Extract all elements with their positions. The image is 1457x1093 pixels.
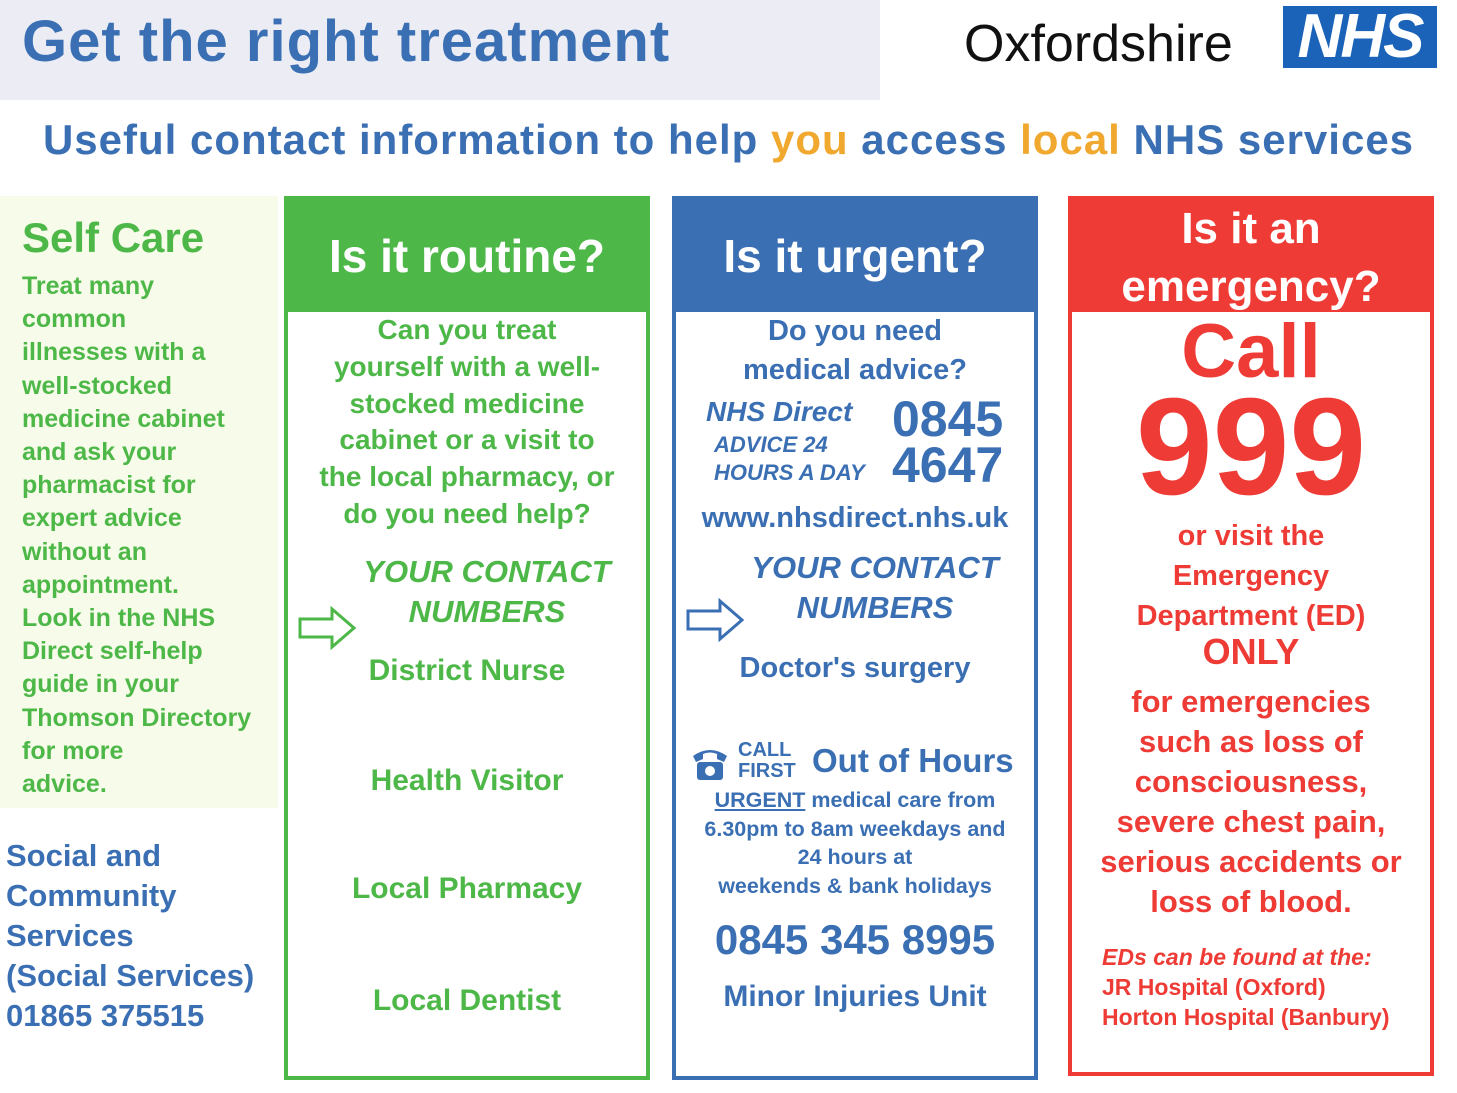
- self-care-title: Self Care: [22, 214, 205, 261]
- emergency-line: severe chest pain,: [1116, 804, 1386, 839]
- social-line: Social and: [6, 838, 162, 873]
- emergency-heading: [1072, 200, 1430, 312]
- routine-question-line: Can you treat: [377, 314, 557, 345]
- nhs-logo: NHS: [1283, 6, 1437, 68]
- self-care-line: Treat many: [22, 272, 155, 300]
- ooh-line1-rest: medical care from: [805, 788, 996, 812]
- urgent-column: [672, 196, 1038, 1080]
- routine-column: [284, 196, 650, 1080]
- routine-body: [292, 312, 642, 1072]
- contact-line: YOUR CONTACT: [751, 550, 999, 585]
- subtitle-part1: Useful contact information to help: [42, 116, 771, 163]
- nhs-direct-website[interactable]: www.nhsdirect.nhs.uk: [701, 502, 1009, 534]
- self-care-line: and ask your: [22, 438, 177, 467]
- self-care-line: without an: [22, 537, 147, 566]
- routine-question-line: yourself with a well-: [333, 350, 601, 382]
- subtitle-part3: NHS services: [1120, 116, 1415, 163]
- urgent-question-line: medical advice?: [742, 354, 968, 386]
- nhs-direct-sub2: HOURS A DAY: [714, 460, 865, 485]
- service-doctors-surgery: Doctor's surgery: [739, 652, 971, 684]
- self-care-line: expert advice: [22, 504, 182, 533]
- subtitle-highlight-local: local: [1020, 116, 1121, 163]
- emergency-line: or visit the: [1177, 520, 1325, 552]
- contact-line: YOUR CONTACT: [363, 554, 611, 589]
- emergency-line: Emergency: [1172, 560, 1330, 592]
- only-label: ONLY: [1202, 631, 1300, 672]
- urgent-question: [680, 312, 1030, 390]
- nhs-direct-sub1: ADVICE 24: [714, 432, 828, 457]
- nhs-direct-number-2: 4647: [892, 437, 1004, 493]
- urgent-body: [680, 312, 1030, 1072]
- nhs-direct-number-1: 0845: [892, 391, 1004, 447]
- social-line: (Social Services): [6, 958, 255, 993]
- ed-hospital: JR Hospital (Oxford): [1102, 974, 1326, 1000]
- subtitle: [0, 116, 1457, 164]
- urgent-contact-numbers: [720, 548, 1030, 628]
- service-district-nurse: District Nurse: [368, 654, 566, 687]
- self-care-line: pharmacist for: [22, 471, 196, 500]
- self-care-line: Direct self-help: [22, 637, 203, 666]
- emergency-heading-line: Is it an: [1181, 204, 1321, 253]
- ooh-line: weekends & bank holidays: [718, 873, 992, 898]
- service-local-dentist: Local Dentist: [372, 984, 562, 1017]
- social-line: Community: [6, 878, 177, 913]
- self-care-text: [22, 270, 284, 801]
- self-care-line: common: [22, 305, 127, 334]
- nhs-direct-label: NHS Direct: [706, 396, 853, 427]
- service-local-pharmacy: Local Pharmacy: [351, 872, 583, 905]
- arrow-right-icon: [686, 598, 746, 642]
- social-phone: 01865 375515: [6, 998, 205, 1033]
- page-title: Get the right treatment: [22, 9, 671, 74]
- ooh-urgent: URGENT: [714, 788, 806, 812]
- emergency-line: loss of blood.: [1150, 884, 1352, 919]
- ed-intro: EDs can be found at the:: [1102, 944, 1372, 970]
- call-first-line: CALL: [738, 739, 792, 761]
- routine-question-line: do you need help?: [343, 497, 591, 529]
- routine-heading: Is it routine?: [288, 200, 646, 312]
- emergency-column: [1068, 196, 1434, 1076]
- service-health-visitor: Health Visitor: [370, 764, 564, 797]
- emergency-line: for emergencies: [1131, 684, 1371, 719]
- call-first-label: [738, 740, 796, 782]
- routine-contact-numbers: [332, 552, 642, 632]
- routine-question-line: the local pharmacy, or: [319, 461, 615, 493]
- out-of-hours-text: [680, 786, 1030, 900]
- social-services: [6, 836, 286, 1036]
- out-of-hours-phone: 0845 345 8995: [714, 916, 996, 963]
- self-care-line: Look in the NHS: [22, 604, 216, 633]
- emergency-text-1: [1076, 516, 1426, 636]
- self-care-line: well-stocked: [22, 371, 173, 400]
- self-care-line: for more: [22, 736, 124, 765]
- ooh-line: 6.30pm to 8am weekdays and: [704, 816, 1006, 841]
- emergency-number: 999: [1135, 370, 1367, 524]
- arrow-right-icon: [298, 606, 358, 650]
- self-care-line: guide in your: [22, 670, 179, 699]
- self-care-line: Thomson Directory: [22, 703, 252, 732]
- emergency-line: serious accidents or: [1100, 844, 1402, 879]
- telephone-icon: [690, 744, 730, 782]
- self-care-line: medicine cabinet: [22, 404, 225, 433]
- ooh-line: [680, 786, 1030, 815]
- self-care-line: illnesses with a: [22, 338, 206, 367]
- self-care-line: appointment.: [22, 570, 179, 599]
- urgent-question-line: Do you need: [767, 315, 942, 347]
- contact-line: NUMBERS: [796, 590, 954, 625]
- subtitle-highlight-you: you: [770, 116, 849, 163]
- emergency-heading-line: emergency?: [1121, 262, 1381, 311]
- contact-line: NUMBERS: [408, 594, 566, 629]
- service-minor-injuries: Minor Injuries Unit: [723, 980, 987, 1013]
- call-first-line: FIRST: [738, 760, 796, 782]
- emergency-line: consciousness,: [1134, 764, 1368, 799]
- urgent-heading: Is it urgent?: [676, 200, 1034, 312]
- region-name: Oxfordshire: [964, 15, 1233, 73]
- ooh-line: 24 hours at: [797, 845, 913, 869]
- routine-question: [292, 312, 642, 533]
- out-of-hours-title: Out of Hours: [812, 742, 1014, 779]
- emergency-body: [1076, 309, 1426, 1068]
- routine-question-line: cabinet or a visit to: [339, 424, 595, 456]
- subtitle-part2: access: [848, 116, 1021, 163]
- ed-hospital: Horton Hospital (Banbury): [1102, 1004, 1390, 1030]
- routine-question-line: stocked medicine: [349, 387, 585, 419]
- emergency-line: such as loss of: [1139, 724, 1363, 759]
- ed-locations: [1102, 942, 1390, 1032]
- self-care-line: advice.: [22, 770, 107, 799]
- call-label: Call: [1181, 309, 1321, 394]
- emergency-line: Department (ED): [1136, 600, 1366, 632]
- emergency-text-2: [1076, 682, 1426, 922]
- social-line: Services: [6, 918, 134, 953]
